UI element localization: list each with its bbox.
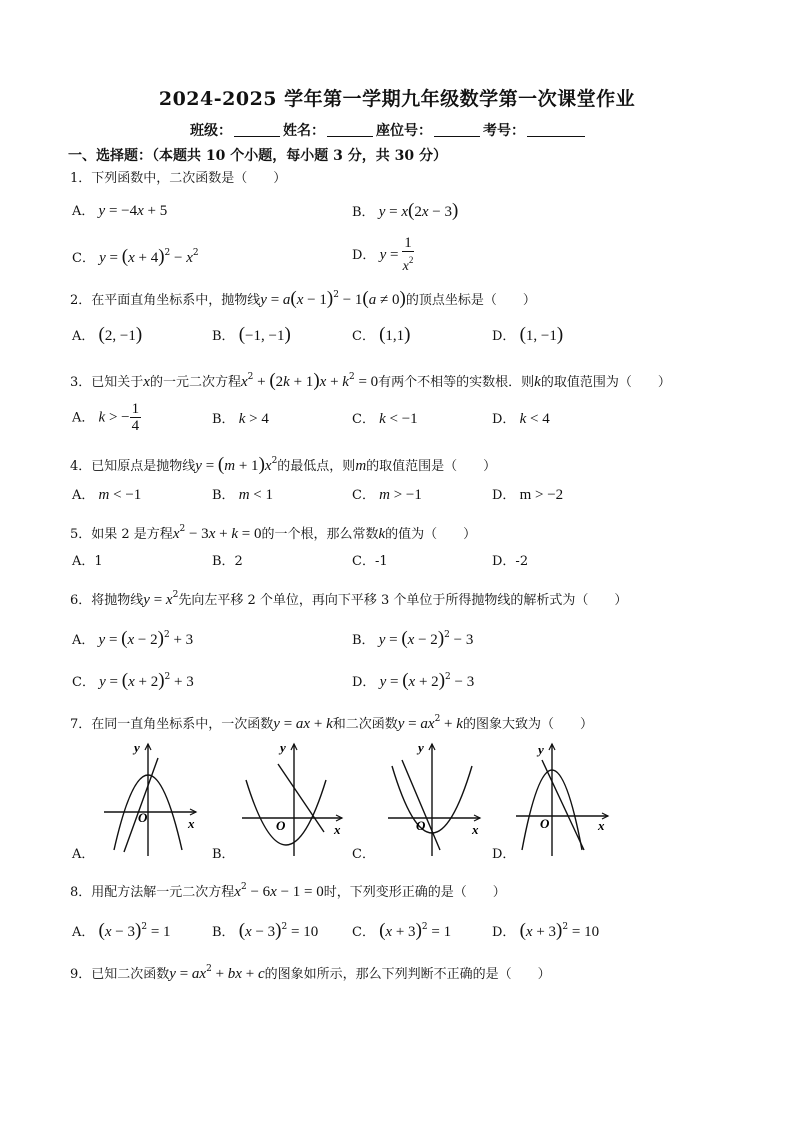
x-label: x [472, 822, 479, 837]
question-5-stem: 5．如果 2 是方程$x^2 - 3x + k = 0$的一个根，那么常数k的值为（ ） [70, 524, 477, 542]
seat-blank[interactable] [434, 122, 480, 137]
stem-text: 6．将抛物线 [70, 593, 144, 608]
origin-label: O [276, 818, 286, 833]
x-label: x [188, 816, 195, 831]
option-label: D． [492, 412, 516, 427]
q7-graph-b[interactable] [238, 740, 348, 858]
q2-option-a[interactable]: A． (2, −1) [72, 324, 143, 345]
q3-option-c[interactable]: C． k < −1 [352, 411, 418, 427]
line [542, 760, 584, 850]
q5-option-d[interactable]: D．-2 [492, 554, 529, 569]
question-1-stem: 1．下列函数中，二次函数是（ ） [70, 171, 287, 186]
q7-graph-d[interactable] [512, 740, 612, 858]
stem-text: 3．已知关于 [70, 375, 144, 390]
option-label: D． [492, 925, 516, 940]
option-label: B． [212, 412, 235, 427]
q7-graph-c[interactable] [384, 740, 484, 858]
y-label: y [280, 740, 286, 755]
q4-option-c[interactable]: C． m > −1 [352, 487, 422, 503]
option-label: B． [212, 925, 235, 940]
name-blank[interactable] [327, 122, 373, 137]
stem-text: 7．在同一直角坐标系中，一次函数 [70, 717, 274, 732]
question-2-stem: 2．在平面直角坐标系中，抛物线$y = a(x - 1)^2 - 1(a \ne 0)$的顶点坐标是（ ） [70, 288, 536, 309]
stem-text: 有两个不相等的实数根．则 [378, 375, 535, 390]
option-label: B． [352, 633, 375, 648]
q1-option-d[interactable]: D． y = $\frac{1}{x^2}$ [352, 235, 414, 274]
stem-text: 的一个根，那么常数 [261, 527, 379, 542]
origin-label: O [416, 818, 426, 833]
stem-text: 的顶点坐标是（ ） [405, 293, 536, 308]
stem-text: 5．如果 2 是方程 [70, 527, 173, 542]
stem-text: 先向左平移 2 个单位，再向下平移 3 个单位于所得抛物线的解析式为（ ） [178, 593, 628, 608]
q8-option-b[interactable]: B． $(x - 3)^2 = 10$ [212, 920, 319, 941]
option-label: A． [72, 329, 95, 344]
stem-text: 的一元二次方程 [149, 375, 241, 390]
y-label: y [134, 740, 140, 755]
stem-text: 时，下列变形正确的是（ ） [323, 885, 506, 900]
exam-label: 考号： [483, 123, 525, 139]
student-info-line [190, 120, 588, 140]
stem-text: 的图象大致为（ ） [462, 717, 593, 732]
question-9-stem: 9．已知二次函数$y = ax^2$ + bx + c的图象如所示，那么下列判断不正确的是（ ） [70, 964, 551, 982]
option-label: A． [72, 633, 95, 648]
q7-option-d[interactable]: D． [492, 847, 516, 862]
stem-text: 的最低点，则 [277, 459, 356, 474]
option-label: D． [352, 675, 376, 690]
option-label: B． [212, 488, 235, 503]
q3-option-b[interactable]: B． k > 4 [212, 411, 269, 427]
q1-option-b[interactable]: B． y = x(2x − 3) [352, 200, 459, 221]
stem-text: 8．用配方法解一元二次方程 [70, 885, 235, 900]
q6-option-c[interactable]: C． $y = (x + 2)^2 + 3$ [72, 670, 194, 691]
q5-option-c[interactable]: C．-1 [352, 554, 388, 569]
q8-option-d[interactable]: D． $(x + 3)^2 = 10$ [492, 920, 600, 941]
option-label: C． [352, 488, 375, 503]
question-3-stem: 3．已知关于x的一元二次方程$x^2 + (2k + 1)x + k^2 = 0$有两个不相等的实数根．则k的取值范围为（ ） [70, 370, 671, 391]
q7-graph-a[interactable] [100, 740, 200, 858]
line [124, 758, 158, 852]
q6-option-a[interactable]: A． $y = (x - 2)^2 + 3$ [72, 628, 194, 649]
q8-option-c[interactable]: C． $(x + 3)^2 = 1$ [352, 920, 452, 941]
q4-option-a[interactable]: A． m < −1 [72, 487, 142, 503]
q1-option-a[interactable]: A． y = −4x + 5 [72, 203, 168, 219]
class-label: 班级： [190, 123, 232, 139]
question-7-stem: 7．在同一直角坐标系中，一次函数y = ax + k和二次函数$y = ax^2 + k$的图象大致为（ ） [70, 714, 593, 732]
stem-text: 的取值范围是（ ） [366, 459, 497, 474]
q2-option-b[interactable]: B． (−1, −1) [212, 324, 291, 345]
q3-option-a[interactable]: A． k > − $\frac{1}{4}$ [72, 401, 140, 434]
stem-text: 9．已知二次函数 [70, 967, 170, 982]
stem-text: 和二次函数 [332, 717, 398, 732]
origin-label: O [138, 810, 148, 825]
option-label: A． [72, 410, 95, 426]
page-title: 2024-2025 学年第一学期九年级数学第一次课堂作业 [158, 88, 636, 110]
option-label: C． [72, 251, 95, 266]
q5-option-b[interactable]: B．2 [212, 554, 243, 569]
class-blank[interactable] [234, 122, 280, 137]
option-label: A． [72, 925, 95, 940]
question-6-stem: 6．将抛物线$y = x^2$先向左平移 2 个单位，再向下平移 3 个单位于所得抛物线的解析式为（ ） [70, 590, 628, 608]
parabola [246, 780, 326, 845]
q7-option-c[interactable]: C． [352, 847, 375, 862]
seat-label: 座位号： [376, 123, 432, 139]
question-4-stem: 4．已知原点是抛物线$y = (m + 1)x^2$的最低点，则m的取值范围是（ ） [70, 454, 497, 475]
origin-label: O [540, 816, 550, 831]
q8-option-a[interactable]: A． $(x - 3)^2 = 1$ [72, 920, 171, 941]
stem-text: 的图象如所示，那么下列判断不正确的是（ ） [264, 967, 551, 982]
q2-option-d[interactable]: D． (1, −1) [492, 324, 564, 345]
line [402, 760, 440, 850]
q2-option-c[interactable]: C． (1,1) [352, 324, 411, 345]
option-label: B． [352, 205, 375, 220]
q7-option-a[interactable]: A． [72, 847, 95, 862]
q7-option-b[interactable]: B． [212, 847, 235, 862]
q1-option-c[interactable]: C． $y = (x + 4)^2 - x^2$ [72, 246, 199, 267]
name-label: 姓名： [283, 123, 325, 139]
option-label: A． [72, 204, 95, 219]
stem-text: 4．已知原点是抛物线 [70, 459, 196, 474]
option-label: C． [352, 412, 375, 427]
q6-option-d[interactable]: D． $y = (x + 2)^2 - 3$ [352, 670, 475, 691]
q4-option-b[interactable]: B． m < 1 [212, 487, 274, 503]
option-text: m > −2 [519, 487, 564, 503]
option-label: D． [492, 488, 516, 503]
exam-blank[interactable] [527, 122, 585, 137]
option-label: C． [352, 925, 375, 940]
q5-option-a[interactable]: A．1 [72, 554, 103, 569]
section-heading: 一、选择题：（本题共 10 个小题，每小题 3 分，共 30 分） [68, 148, 447, 164]
option-label: B． [212, 329, 235, 344]
stem-text: 2．在平面直角坐标系中，抛物线 [70, 293, 261, 308]
option-label: A． [72, 488, 95, 503]
option-label: D． [492, 329, 516, 344]
x-label: x [334, 822, 341, 837]
y-label: y [538, 742, 544, 757]
question-8-stem: 8．用配方法解一元二次方程$x^2 - 6x - 1 = 0$时，下列变形正确的是（ ） [70, 882, 506, 900]
x-label: x [598, 818, 605, 833]
stem-text: 的值为（ ） [385, 527, 477, 542]
q4-option-d[interactable] [492, 486, 563, 505]
option-label: C． [352, 329, 375, 344]
stem-text: 的取值范围为（ ） [540, 375, 671, 390]
y-label: y [418, 740, 424, 755]
q3-option-d[interactable]: D． k < 4 [492, 411, 550, 427]
option-label: D． [352, 248, 376, 263]
option-label: C． [72, 675, 95, 690]
q6-option-b[interactable]: B． $y = (x - 2)^2 - 3$ [352, 628, 474, 649]
